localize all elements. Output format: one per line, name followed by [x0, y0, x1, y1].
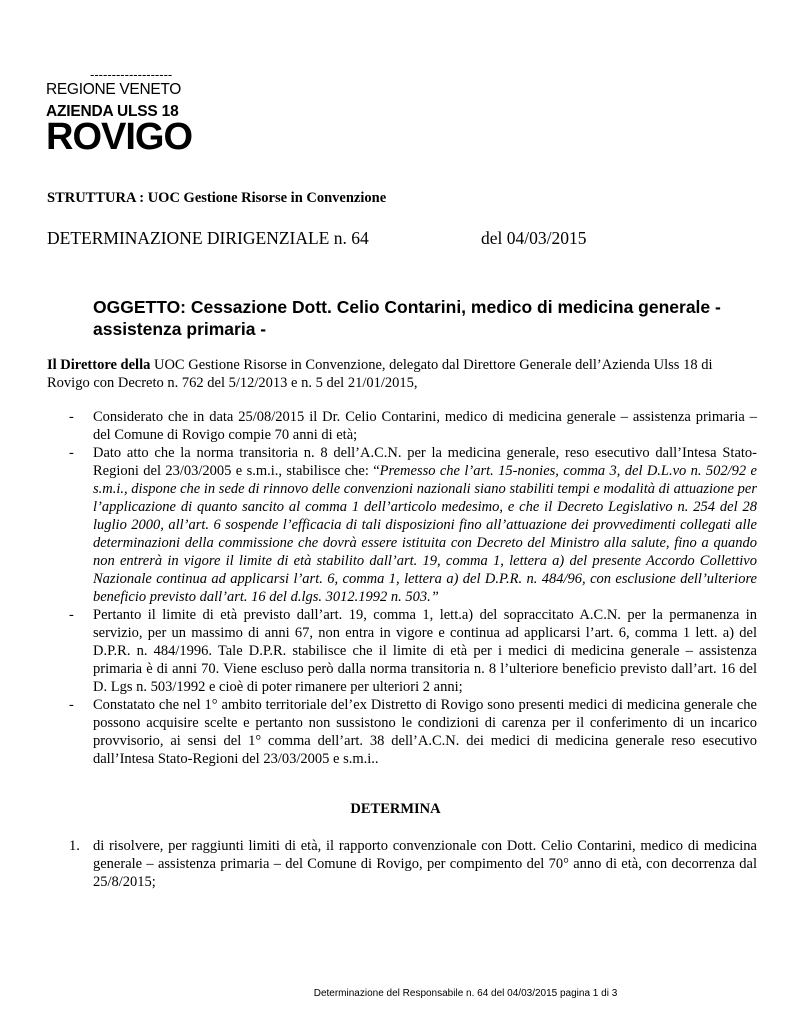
- quoted-norm: Premesso che l’art. 15-nonies, comma 3, del D.L.vo n. 502/92 e s.m.i., dispone che in sede di rinnovo delle convenzioni nazionali siano stabiliti tempi e modalità di attuazione per l’applicazione di quanto sancito al comma 1 dell’articolo medesimo, e che il Decreto Legislativo n. 254 del 28 luglio 2000, all’art. 6 sospende l’efficacia di tali disposizioni fino all’attuazione dei provvedimenti collegati alle determinazioni della commissione che dovrà essere istituita con Decreto del Ministro alla salute, fino a quando non entrerà in vigore il limite di età stabilito dall’art. 19, comma 1, lettera a) del presente Accordo Collettivo Nazionale continua ad applicarsi l’art. 6, comma 1, lettera a) del D.P.R. n. 484/96, con esclusione dell’ulteriore beneficio previsto dall’art. 16 del d.lgs. 3012.1992 n. 503.”: [93, 463, 757, 605]
- list-item: [47, 696, 757, 768]
- logo-dashes: -------------------: [90, 67, 173, 82]
- decisions-list: [47, 837, 757, 891]
- list-item-text: Considerato che in data 25/08/2015 il Dr. Celio Contarini, medico di medicina generale – assistenza primaria – del Comune di Rovigo compie 70 anni di età;: [93, 409, 757, 443]
- list-number: 1.: [69, 838, 80, 854]
- intro-bold: Il Direttore della: [47, 357, 151, 373]
- struttura-line: STRUTTURA : UOC Gestione Risorse in Convenzione: [47, 190, 387, 206]
- subject-heading: OGGETTO: Cessazione Dott. Celio Contarini, medico di medicina generale - assistenza primaria -: [93, 297, 721, 339]
- list-dash: -: [69, 409, 74, 425]
- intro-text: UOC Gestione Risorse in Convenzione, delegato dal Direttore Generale dell’Azienda Ulss 18 di Rovigo con Decreto n. 762 del 5/12/2013 e n. 5 del 21/01/2015,: [47, 357, 713, 391]
- list-item: [47, 837, 757, 891]
- list-item-text: Pertanto il limite di età previsto dall’art. 19, comma 1, lett.a) del sopraccitato A.C.N. per la permanenza in servizio, per un massimo di anni 67, non entra in vigore e continua ad applicarsi l’art. 6, comma 1 lett. a) del D.P.R. n. 484/1996. Tale D.P.R. stabilisce che il limite di età per i medici di medicina generale – assistenza primaria è di anni 70. Viene escluso però dalla norma transitoria n. 8 l’ulteriore beneficio previsto dall’art. 16 del D. Lgs n. 503/1992 e cioè di poter rimanere per ulteriori 2 anni;: [93, 607, 757, 695]
- list-item-text: di risolvere, per raggiunti limiti di età, il rapporto convenzionale con Dott. Celio Contarini, medico di medicina generale – assistenza primaria – del Comune di Rovigo, per compimento del 70° anno di età, con decorrenza dal 25/8/2015;: [93, 838, 757, 890]
- list-item-text: Dato atto che la norma transitoria n. 8 dell’A.C.N. per la medicina generale, reso esecutivo dall’Intesa Stato-Regioni del 23/03/2005 e s.m.i., stabilisce che: “: [93, 445, 757, 479]
- determina-heading: DETERMINA: [350, 801, 441, 817]
- list-dash: -: [69, 697, 74, 713]
- logo-region: REGIONE VENETO: [46, 81, 182, 98]
- list-item: [47, 444, 757, 606]
- logo-agency: AZIENDA ULSS 18: [46, 103, 179, 120]
- list-dash: -: [69, 607, 74, 623]
- logo: [46, 67, 206, 158]
- page-footer: Determinazione del Responsabile n. 64 del 04/03/2015 pagina 1 di 3: [313, 988, 618, 999]
- logo-city: ROVIGO: [46, 116, 193, 158]
- list-item: [47, 408, 757, 444]
- list-item: [47, 606, 757, 696]
- determination-title: DETERMINAZIONE DIRIGENZIALE n. 64: [47, 228, 369, 248]
- intro-paragraph: [47, 356, 757, 392]
- determination-date: del 04/03/2015: [481, 228, 587, 248]
- premises-list: [47, 408, 757, 768]
- list-item-text: Constatato che nel 1° ambito territoriale del’ex Distretto di Rovigo sono presenti medici di medicina generale che possono acquisire scelte e pertanto non sussistono le condizioni di carenza per il conferimento di un incarico provvisorio, ai sensi del 1° comma dell’art. 38 dell’A.C.N. dei medici di medicina generale reso esecutivo dall’Intesa Stato-Regioni del 23/03/2005 e s.m.i..: [93, 697, 757, 767]
- list-dash: -: [69, 445, 74, 461]
